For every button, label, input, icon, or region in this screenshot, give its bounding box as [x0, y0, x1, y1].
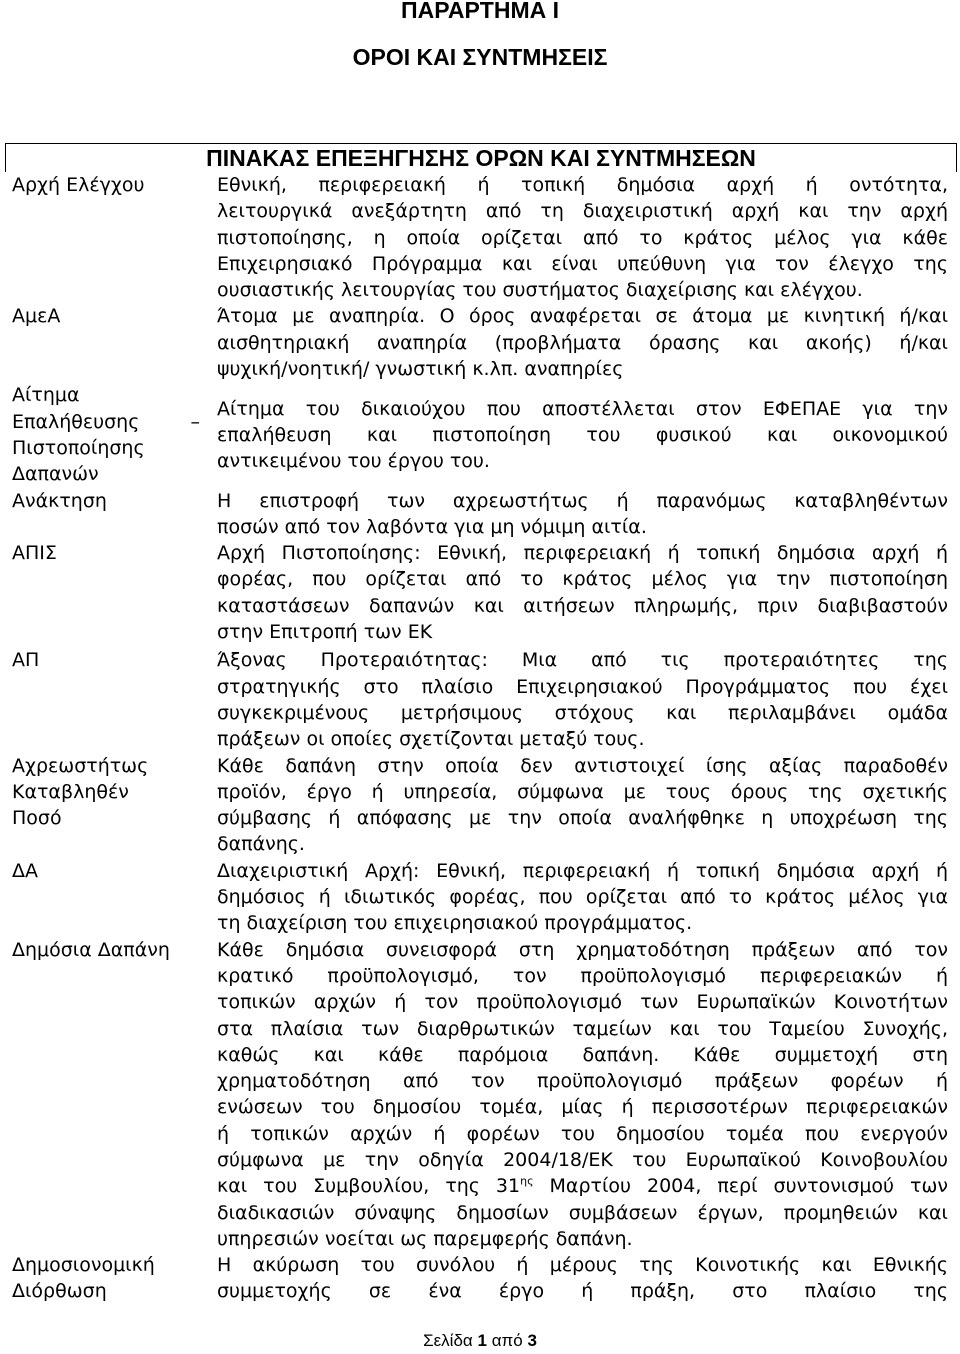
- glossary-table: [5, 143, 957, 1305]
- term-cell: [12, 382, 200, 487]
- definition-line: καταστάσεων δαπανών και αιτήσεων πληρωμής, πριν διαβιβαστούν: [217, 594, 948, 617]
- glossary-row: [5, 645, 957, 752]
- definition-line: λειτουργικά ανεξάρτητη από τη διαχειριστική αρχή και την αρχή: [217, 200, 948, 223]
- page-label: Σελίδα: [423, 1331, 473, 1350]
- definition-cell: [217, 172, 948, 303]
- definition-line: στην Επιτροπή των ΕΚ: [217, 621, 433, 644]
- term-line: Ποσό: [12, 807, 62, 830]
- glossary-row: [5, 858, 957, 937]
- definition-line: σύμφωνα με την οδηγία 2004/18/ΕΚ του Ευρωπαϊκού Κοινοβουλίου: [217, 1148, 948, 1171]
- definition-line: σύμβασης ή απόφασης με την οποία αναλήφθηκε η υποχρέωση της: [217, 807, 948, 830]
- definition-line: ουσιαστικής λειτουργίας του συστήματος διαχείρισης και ελέγχου.: [217, 279, 863, 302]
- term-line: ΑΠΙΣ: [12, 542, 57, 565]
- term-line: Αίτημα: [12, 384, 80, 407]
- definition-line: φορέας, που ορίζεται από το κράτος μέλος για την πιστοποίηση: [217, 568, 948, 591]
- definition-line: στα πλαίσια των διαρθρωτικών ταμείων και του Ταμείου Συνοχής,: [217, 1017, 948, 1040]
- definition-line: καθώς και κάθε παρόμοια δαπάνη. Κάθε συμμετοχή στη: [217, 1043, 948, 1066]
- definition-line: στρατηγικής στο πλαίσιο Επιχειρησιακού Προγράμματος που έχει: [217, 675, 948, 698]
- definition-line: πράξεων οι οποίες σχετίζονται μεταξύ τους.: [217, 728, 645, 751]
- definition-line: αντικειμένου του έργου του.: [217, 450, 490, 473]
- glossary-row: [5, 172, 957, 303]
- definition-line: Κάθε δαπάνη στην οποία δεν αντιστοιχεί ίσης αξίας παραδοθέν: [217, 754, 948, 777]
- term-line: Δημόσια Δαπάνη: [12, 938, 170, 961]
- glossary-row: [5, 1252, 957, 1305]
- definition-line: [217, 1173, 948, 1199]
- glossary-row: [5, 488, 957, 541]
- definition-text: Μαρτίου 2004, περί συντονισμού των: [533, 1175, 948, 1198]
- definition-line: τη διαχείριση του επιχειρησιακού προγράμματος.: [217, 912, 693, 935]
- term-cell: [12, 540, 200, 566]
- term-cell: [12, 753, 200, 832]
- definition-line: πιστοποίησης, η οποία ορίζεται από το κράτος μέλος για κάθε: [217, 226, 948, 249]
- term-line: Διόρθωση: [12, 1280, 107, 1303]
- page-number: 1: [477, 1331, 487, 1350]
- definition-cell: [217, 647, 948, 752]
- term-line: Ανάκτηση: [12, 489, 107, 512]
- term-line: ΑΠ: [12, 649, 40, 672]
- definition-cell: [217, 488, 948, 541]
- term-line: Αχρεωστήτως: [12, 754, 149, 777]
- term-cell: [12, 1252, 200, 1305]
- term-line: Καταβληθέν: [12, 780, 129, 803]
- definition-cell: [217, 396, 948, 475]
- glossary-row: [5, 540, 957, 645]
- page-of-label: από: [491, 1331, 523, 1350]
- definition-line: Διαχειριστική Αρχή: Εθνική, περιφερειακή ή τοπική δημόσια αρχή ή: [217, 859, 948, 882]
- definition-line: χρηματοδότηση από τον προϋπολογισμό πράξεων φορέων ή: [217, 1070, 948, 1093]
- term-cell: [12, 303, 200, 329]
- annex-title: ΠΑΡΑΡΤΗΜΑ Ι: [400, 0, 559, 23]
- term-line: Δαπανών: [12, 463, 99, 486]
- definition-line: δημόσιος ή ιδιωτικός φορέας, που ορίζεται από το κράτος μέλος για: [217, 886, 948, 909]
- definition-line: Άξονας Προτεραιότητας: Μια από τις προτεραιότητες της: [217, 649, 948, 672]
- definition-line: Η επιστροφή των αχρεωστήτως ή παρανόμως καταβληθέντων: [217, 489, 948, 512]
- definition-line: Αρχή Πιστοποίησης: Εθνική, περιφερειακή ή τοπική δημόσια αρχή ή: [217, 542, 948, 565]
- definition-cell: [217, 753, 948, 858]
- term-line: Επαλήθευσης –: [12, 410, 200, 433]
- glossary-row: [5, 753, 957, 858]
- table-heading: ΠΙΝΑΚΑΣ ΕΠΕΞΗΓΗΣΗΣ ΟΡΩΝ ΚΑΙ ΣΥΝΤΜΗΣΕΩΝ: [5, 143, 957, 172]
- definition-line: συμμετοχής σε ένα έργο ή πράξη, στο πλαίσιο της: [217, 1280, 948, 1303]
- term-line: ΔΑ: [12, 859, 38, 882]
- ordinal-suffix: ης: [520, 1174, 534, 1188]
- definition-line: κρατικό προϋπολογισμό, τον προϋπολογισμό περιφερειακών ή: [217, 964, 948, 987]
- definition-line: Η ακύρωση του συνόλου ή μέρους της Κοινοτικής και Εθνικής: [217, 1254, 948, 1277]
- glossary-row: [5, 937, 957, 1253]
- page-footer: [0, 1330, 960, 1352]
- definition-cell: [217, 858, 948, 937]
- definition-cell: [217, 1252, 948, 1305]
- definition-line: ποσών από τον λαβόντα για μη νόμιμη αιτία.: [217, 515, 647, 538]
- glossary-row: [5, 303, 957, 382]
- definition-line: Κάθε δημόσια συνεισφορά στη χρηματοδότηση πράξεων από τον: [217, 938, 948, 961]
- definition-line: τοπικών αρχών ή τον προϋπολογισμό των Ευρωπαϊκών Κοινοτήτων: [217, 991, 948, 1014]
- definition-line: δαπάνης.: [217, 833, 305, 856]
- definition-line: επαλήθευση και πιστοποίηση του φυσικού και οικονομικού: [217, 423, 948, 446]
- term-line: Πιστοποίησης: [12, 436, 145, 459]
- definition-line: αισθητηριακή αναπηρία (προβλήματα όρασης και ακοής) ή/και: [217, 331, 948, 354]
- definition-cell: [217, 937, 948, 1253]
- definition-line: ή τοπικών αρχών ή φορέων του δημοσίου τομέα που ενεργούν: [217, 1122, 948, 1145]
- definition-line: Εθνική, περιφερειακή ή τοπική δημόσια αρχή ή οντότητα,: [217, 174, 948, 196]
- term-cell: [12, 858, 200, 884]
- section-title: ΟΡΟΙ ΚΑΙ ΣΥΝΤΜΗΣΕΙΣ: [352, 44, 608, 70]
- definition-line: Επιχειρησιακό Πρόγραμμα και είναι υπεύθυνη για τον έλεγχο της: [217, 252, 948, 275]
- definition-line: προϊόν, έργο ή υπηρεσία, σύμφωνα με τους όρους της σχετικής: [217, 780, 948, 803]
- term-cell: [12, 488, 200, 514]
- definition-line: Αίτημα του δικαιούχου που αποστέλλεται στον ΕΦΕΠΑΕ για την: [217, 397, 948, 420]
- definition-line: ψυχική/νοητική/ γνωστική κ.λπ. αναπηρίες: [217, 358, 624, 381]
- definition-line: Άτομα με αναπηρία. Ο όρος αναφέρεται σε άτομα με κινητική ή/και: [217, 305, 948, 328]
- definition-line: ενώσεων του δημοσίου τομέα, μίας ή περισσοτέρων περιφερειακών: [217, 1096, 948, 1119]
- page-total: 3: [527, 1331, 537, 1350]
- term-cell: [12, 647, 200, 673]
- definition-cell: [217, 303, 948, 382]
- definition-line: διαδικασιών σύναψης δημοσίων συμβάσεων έργων, προμηθειών και: [217, 1201, 948, 1224]
- glossary-row: [5, 382, 957, 487]
- definition-line: συγκεκριμένους μετρήσιμους στόχους και περιλαμβάνει ομάδα: [217, 701, 948, 724]
- definition-cell: [217, 540, 948, 645]
- term-cell: [12, 172, 200, 198]
- term-cell: [12, 937, 200, 963]
- term-line: ΑμεΑ: [12, 305, 61, 328]
- definition-text: και του Συμβουλίου, της 31: [217, 1175, 521, 1198]
- term-line: Δημοσιονομική: [12, 1254, 155, 1277]
- definition-line: υπηρεσιών νοείται ως παρεμφερής δαπάνη.: [217, 1227, 633, 1250]
- term-line: Αρχή Ελέγχου: [12, 174, 145, 196]
